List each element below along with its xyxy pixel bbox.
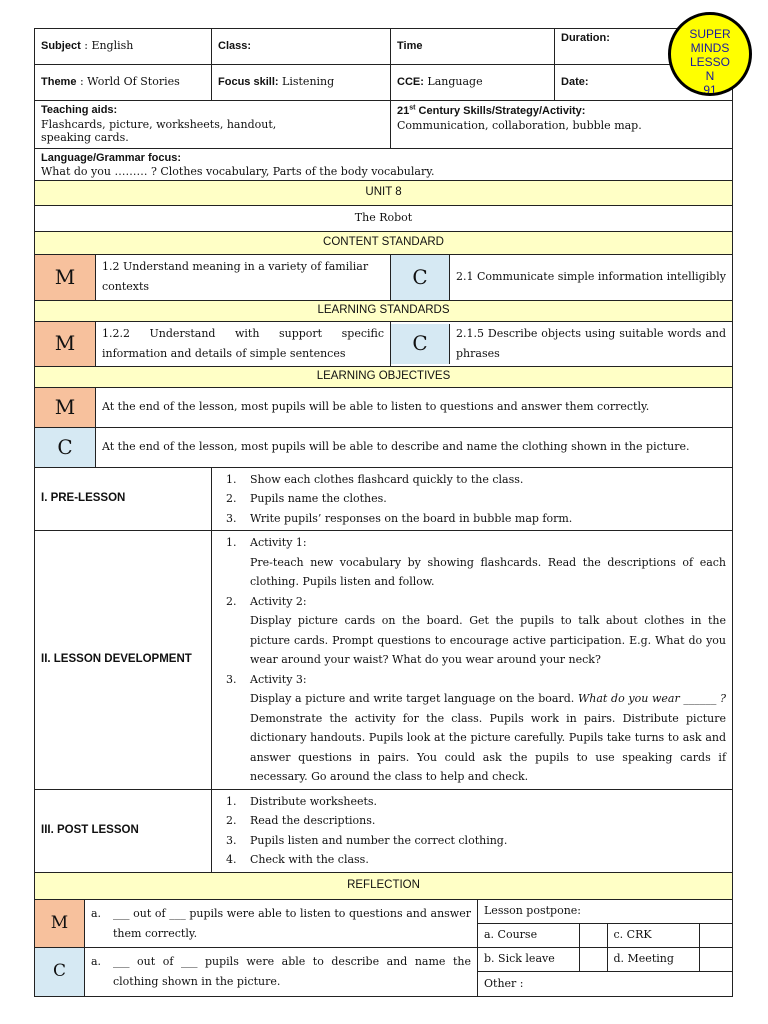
reflection-cell xyxy=(35,899,733,996)
focus-skill-label: Focus skill: xyxy=(218,76,279,89)
lesson-plan-table xyxy=(34,28,733,997)
objective-c-letter: C xyxy=(35,427,96,467)
teaching-aids-label: Teaching aids: xyxy=(41,104,118,116)
reflection-m-row xyxy=(35,900,477,949)
content-standard-c-letter: C xyxy=(391,255,450,300)
lesson-development-row xyxy=(35,531,733,790)
pre-lesson-step: 2. Pupils name the clothes. xyxy=(240,489,726,509)
reflection-c-item xyxy=(85,948,477,996)
century-skills-label xyxy=(397,105,585,117)
activity-1-title: Activity 1: xyxy=(250,536,307,550)
cce-label: CCE: xyxy=(397,76,424,89)
activity-2 xyxy=(240,592,726,670)
content-standard-c-cell xyxy=(391,254,733,300)
unit-title-row xyxy=(35,180,733,205)
post-lesson-steps xyxy=(212,789,733,872)
post-lesson-step: 4. Check with the class. xyxy=(240,850,726,870)
reflection-c-letter: C xyxy=(35,948,85,996)
grammar-cell xyxy=(35,148,733,180)
postpone-course-label: a. Course xyxy=(478,924,579,948)
objective-m-text: At the end of the lesson, most pupils will be able to listen to questions and answer them correctly. xyxy=(96,387,733,427)
pre-lesson-step: 3. Write pupils’ responses on the board in bubble map form. xyxy=(240,509,726,529)
badge-line: MINDS xyxy=(690,41,730,55)
pre-lesson-label: I. PRE-LESSON xyxy=(35,467,212,531)
time-label: Time xyxy=(397,40,423,53)
activity-3 xyxy=(240,670,726,787)
activity-2-title: Activity 2: xyxy=(250,594,307,608)
reflection-heading: REFLECTION xyxy=(35,872,733,899)
badge-line: 91 xyxy=(703,83,717,96)
objective-m-row xyxy=(35,387,733,427)
learning-objectives-heading-row xyxy=(35,366,733,387)
skills-label-sup: st xyxy=(409,104,416,111)
reflection-m-text: ___ out of ___ pupils were able to listen to questions and answer them correctly. xyxy=(113,906,471,940)
theme-label: Theme xyxy=(41,76,77,89)
date-label: Date: xyxy=(561,76,589,89)
lesson-development-list xyxy=(218,533,726,787)
badge-line: SUPER xyxy=(689,27,731,41)
activity-3-title: Activity 3: xyxy=(250,672,307,686)
activity-3-text-post: Demonstrate the activity for the class. Pupils work in pairs. Distribute picture dictionary handouts. Pupils look at the picture carefully. Pupils take turns to ask and answer questions in pairs. You could ask the pupils to use speaking cards if necessary. Go around the class to help and check. xyxy=(250,711,727,784)
post-lesson-list xyxy=(218,792,726,870)
postpone-sick-leave-label: b. Sick leave xyxy=(478,948,579,972)
activity-2-text: Display picture cards on the board. Get the pupils to talk about clothes in the picture cards. Prompt questions to encourage active participation. E.g. What do you wear around your waist? What do you wear around your neck? xyxy=(250,614,727,667)
activity-3-text-pre: Display a picture and write target language on the board. xyxy=(250,692,578,706)
postpone-crk-label: c. CRK xyxy=(607,924,699,948)
subject-label: Subject xyxy=(41,40,81,53)
century-skills-cell xyxy=(391,101,733,149)
cce-cell xyxy=(391,65,555,101)
class-cell xyxy=(212,29,391,65)
postpone-other-field[interactable]: Other : xyxy=(478,972,732,996)
reflection-m-letter: M xyxy=(35,900,85,948)
cce-value: Language xyxy=(427,75,483,89)
focus-skill-value: Listening xyxy=(282,75,335,89)
focus-skill-cell xyxy=(212,65,391,101)
content-standard-c-text: 2.1 Communicate simple information intelligibly xyxy=(456,269,727,283)
content-standard-heading: CONTENT STANDARD xyxy=(35,231,733,254)
objective-c-text: At the end of the lesson, most pupils will be able to describe and name the clothing shown in the picture. xyxy=(96,427,733,467)
activity-3-target-language: What do you wear ______ ? xyxy=(577,692,727,706)
learning-standards-m-letter: M xyxy=(35,321,96,366)
subject-value: English xyxy=(91,39,134,53)
learning-standards-m-text xyxy=(96,321,391,366)
header-row-2 xyxy=(35,65,733,101)
teaching-aids-value: Flashcards, picture, worksheets, handout, speaking cards. xyxy=(41,117,277,144)
lesson-plan xyxy=(34,28,732,997)
content-standard-m-letter: M xyxy=(35,254,96,300)
activity-1-text: Pre-teach new vocabulary by showing flashcards. Read the descriptions of each clothing. Pupils listen and follow. xyxy=(250,555,727,589)
reflection-heading-row xyxy=(35,872,733,899)
reflection-c-text: ___ out of ___ pupils were able to describe and name the clothing shown in the picture. xyxy=(113,955,471,989)
learning-standards-c-text: 2.1.5 Describe objects using suitable words and phrases xyxy=(456,326,727,360)
lesson-postpone-label: Lesson postpone: xyxy=(478,900,732,924)
content-standard-heading-row xyxy=(35,231,733,254)
post-lesson-label: III. POST LESSON xyxy=(35,789,212,872)
pre-lesson-row xyxy=(35,467,733,531)
badge-line: LESSO xyxy=(689,55,731,69)
reflection-m-item xyxy=(85,900,477,948)
header-row-1 xyxy=(35,29,733,65)
pre-lesson-step: 1. Show each clothes flashcard quickly to the class. xyxy=(240,470,726,490)
post-lesson-row xyxy=(35,789,733,872)
post-lesson-step: 2. Read the descriptions. xyxy=(240,811,726,831)
subject-cell: Subject : English xyxy=(35,29,212,65)
learning-standards-heading: LEARNING STANDARDS xyxy=(35,300,733,321)
content-standard-row xyxy=(35,254,733,300)
postpone-crk-checkbox[interactable] xyxy=(699,924,732,948)
learning-standards-c-letter: C xyxy=(391,324,450,364)
learning-standards-heading-row xyxy=(35,300,733,321)
learning-standards-c-cell xyxy=(391,321,733,366)
grammar-value: What do you ……… ? Clothes vocabulary, Parts of the body vocabulary. xyxy=(41,164,435,178)
content-standard-m-text-value: 1.2 Understand meaning in a variety of familiar contexts xyxy=(102,260,369,294)
post-lesson-step: 3. Pupils listen and number the correct clothing. xyxy=(240,831,726,851)
lesson-development-label: II. LESSON DEVELOPMENT xyxy=(35,531,212,790)
content-standard-m-text xyxy=(96,254,391,300)
pre-lesson-list xyxy=(218,470,726,529)
reflection-c-row xyxy=(35,948,477,996)
unit-title: UNIT 8 xyxy=(35,180,733,205)
teaching-aids-cell xyxy=(35,101,391,149)
time-cell xyxy=(391,29,555,65)
postpone-meeting-checkbox[interactable] xyxy=(699,948,732,972)
objective-m-letter: M xyxy=(35,387,96,427)
duration-label: Duration: xyxy=(561,32,610,44)
learning-objectives-heading: LEARNING OBJECTIVES xyxy=(35,366,733,387)
lesson-number-badge xyxy=(668,12,752,96)
postpone-sick-leave-checkbox[interactable] xyxy=(579,948,607,972)
grammar-label: Language/Grammar focus: xyxy=(41,151,181,164)
theme-value: World Of Stories xyxy=(87,75,180,89)
grammar-row xyxy=(35,148,733,180)
skills-label-text: Century Skills/Strategy/Activity: xyxy=(415,104,586,117)
badge-line: N xyxy=(705,69,715,83)
postpone-course-checkbox[interactable] xyxy=(579,924,607,948)
activity-1 xyxy=(240,533,726,592)
teaching-aids-row xyxy=(35,101,733,149)
unit-name-row xyxy=(35,205,733,231)
learning-standards-m-text-value: 1.2.2 Understand with support specific information and details of simple sentences xyxy=(102,326,385,360)
learning-standards-row xyxy=(35,321,733,366)
post-lesson-step: 1. Distribute worksheets. xyxy=(240,792,726,812)
reflection-m-marker: a. xyxy=(91,906,102,920)
theme-cell: Theme : World Of Stories xyxy=(35,65,212,101)
reflection-row xyxy=(35,899,733,996)
pre-lesson-steps xyxy=(212,467,733,531)
reflection-c-marker: a. xyxy=(91,955,102,969)
century-skills-value: Communication, collaboration, bubble map. xyxy=(397,118,642,132)
class-label: Class: xyxy=(218,40,252,53)
postpone-meeting-label: d. Meeting xyxy=(607,948,699,972)
lesson-development-steps xyxy=(212,531,733,790)
objective-c-row xyxy=(35,427,733,467)
skills-label-num: 21 xyxy=(397,104,410,117)
unit-name: The Robot xyxy=(35,205,733,231)
lesson-postpone-table xyxy=(478,900,732,996)
